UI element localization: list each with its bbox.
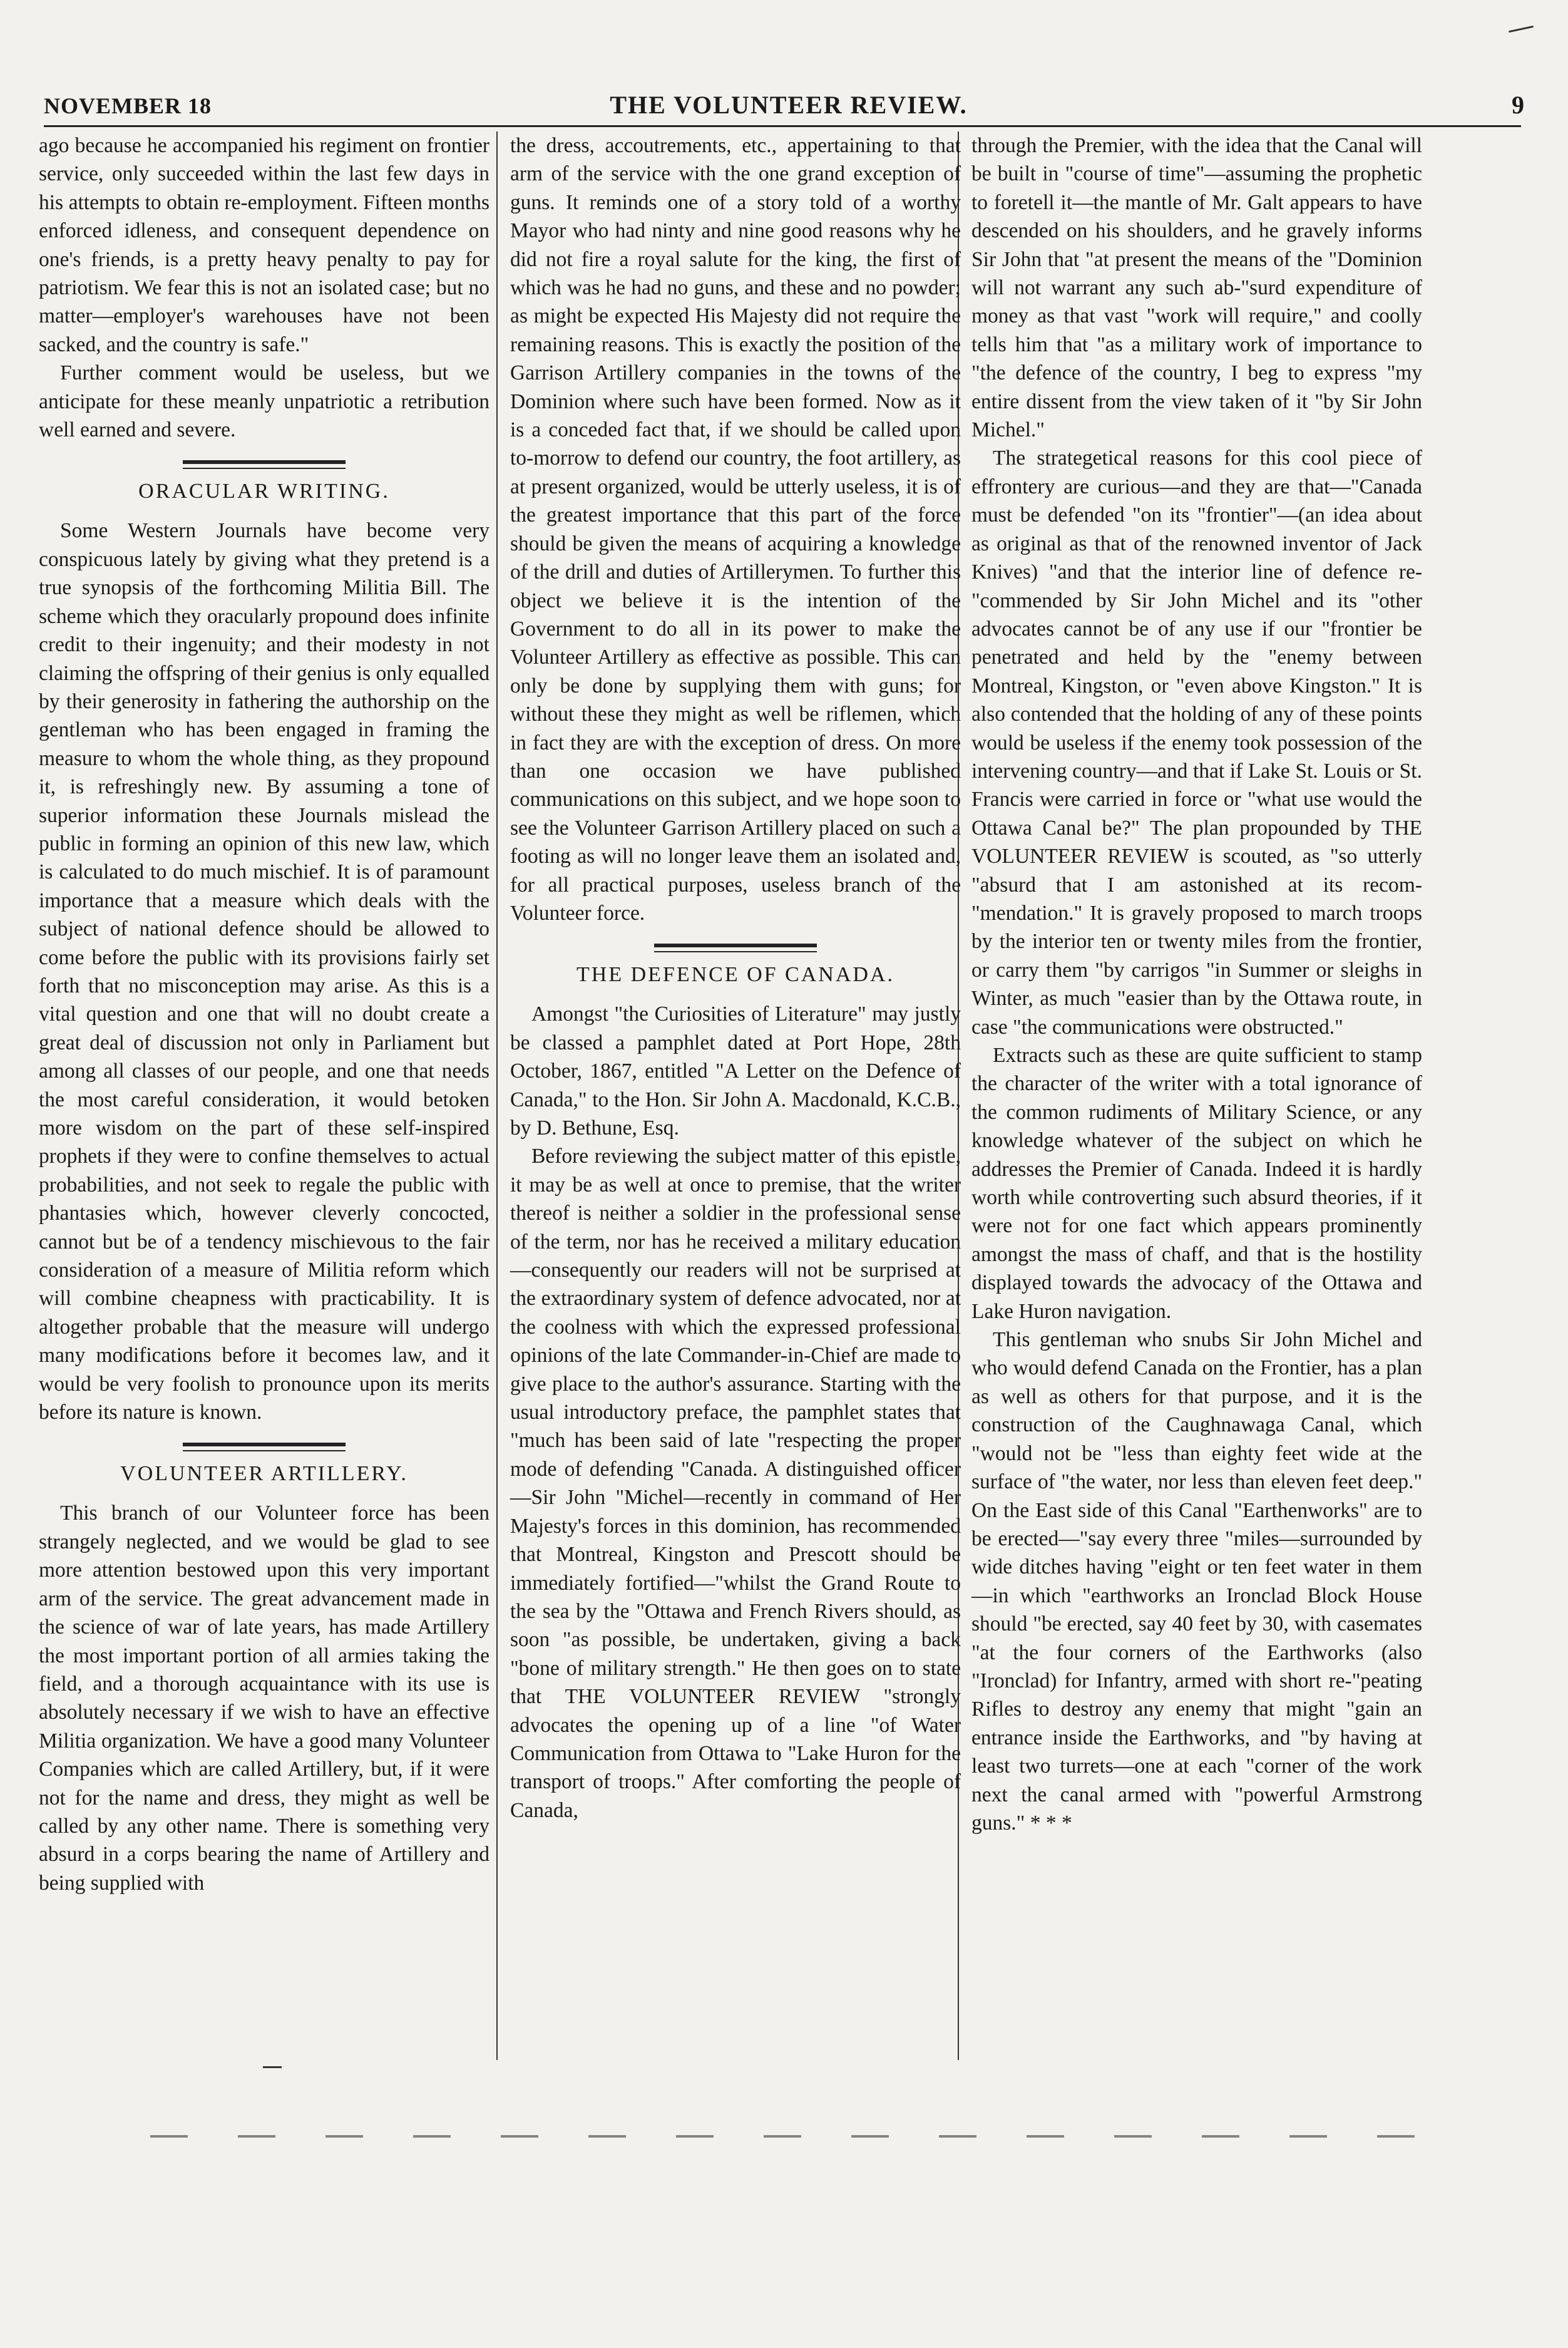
section-heading-oracular-writing: ORACULAR WRITING.	[138, 480, 390, 503]
column-rule	[496, 131, 498, 2060]
article-paragraph: This branch of our Volunteer force has been strangely neglected, and we would be glad to see more attention bestowed upon this very important arm of the service. The great advancement made in the science of war of late years, has made Artillery the most important portion of all armies taking the field, and a thorough acquaintance with its use is absolutely necessary if we wish to have an effective Militia organization. We have a good many Volunteer Companies which are called Artillery, but, if it were not for the name and dress, they might as well be called by any other name. There is something very absurd in a corps bearing the name of Artillery and being supplied with	[39, 1501, 489, 1895]
article-paragraph: Some Western Journals have become very conspicuous lately by giving what they pretend is a true synopsis of the forthcoming Militia Bill. The scheme which they oracularly propound does infinite credit to their ingenuity; and their modesty in not claiming the offspring of their genius is only equalled by their generosity in fathering the authorship on the gentleman who has been engaged in framing the measure to whom the whole thing, as they propound it, is refreshingly new. By assuming a tone of superior information these Journals mislead the public in forming an opinion of this new law, which is calculated to do much mischief. It is of paramount importance that a measure which deals with the subject of national defence should be allowed to come before the public with its provisions fairly set forth that no misconception may arise. As this is a vital question and one that will no doubt create a great deal of discussion not only in Parliament but among all classes of our people, and one that needs the most careful consideration, it would betoken more wisdom on the part of these self-inspired prophets if they were to confine themselves to actual probabilities, and not seek to regale the public with phantasies which, however cleverly concocted, cannot but be of a tendency mischievous to the fair consideration of a measure of Militia reform which will combine cheapness with practicability. It is altogether probable that the measure will undergo many modifications before it becomes law, and it would be very foolish to pronounce upon its merits before its nature is known.	[39, 519, 489, 1424]
section-separator	[183, 460, 346, 469]
masthead-title: THE VOLUNTEER REVIEW.	[610, 91, 968, 119]
column-3	[971, 131, 1422, 1837]
article-paragraph: through the Premier, with the idea that the Canal will be built in "course of time"—assuming the prophetic to foretell it—the mantle of Mr. Galt appears to have descended on his shoulders, and he gravely informs Sir John that "at present the means of the "Dominion will not warrant any such ab-"surd expenditure of money as that vast "work will require," and coolly tells him that "as a military work of importance to "the defence of the country, I beg to express "my entire dissent from the view taken of it "by Sir John Michel."	[971, 134, 1422, 442]
bottom-scan-marks	[150, 2135, 1433, 2138]
issue-date: NOVEMBER 18	[44, 93, 212, 118]
column-end-dash	[263, 2066, 282, 2068]
ink-mark	[1509, 26, 1534, 33]
article-paragraph: Extracts such as these are quite sufficient to stamp the character of the writer with a total ignorance of the common rudiments of Military Science, or any knowledge whatever of the subject on which he addresses the Premier of Canada. Indeed it is hardly worth while controverting such absurd theories, if it were not for one fact which appears prominently amongst the mass of chaff, and that is the hostility displayed towards the advocacy of the Ottawa and Lake Huron navigation.	[971, 1044, 1422, 1323]
article-paragraph: Further comment would be useless, but we anticipate for these meanly unpatriotic a retribution well earned and severe.	[39, 361, 489, 442]
article-paragraph: The strategetical reasons for this cool piece of effrontery are curious—and they are that—"Canada must be defended "on its "frontier"—(an idea about as original as that of the renowned inventor of Jack Knives) "and that the interior line of defence re-"commended by Sir John Michel and its "other advocates cannot be of any use if our "frontier be penetrated and held by the "enemy between Montreal, Kingston, or "even above Kingston." It is also contended that the holding of any of these points would be useless if the enemy took possession of the intervening country—and that if Lake St. Louis or St. Francis were carried in force or "what use would the Ottawa Canal be?" The plan propounded by THE VOLUNTEER REVIEW is scouted, as "so utterly "absurd that I am astonished at its recom-"mendation." It is gravely proposed to march troops by the interior ten or twenty miles from the frontier, or carry them "by carrigos "in Summer or sleighs in Winter, as much "easier than by the Ottawa route, in case "the communications were obstructed."	[971, 446, 1422, 1039]
section-separator	[183, 1443, 346, 1451]
column-2	[510, 131, 961, 1825]
column-1	[39, 131, 489, 1897]
section-heading-volunteer-artillery: VOLUNTEER ARTILLERY.	[120, 1462, 408, 1486]
running-head	[44, 88, 1534, 125]
section-heading-defence-of-canada: THE DEFENCE OF CANADA.	[576, 963, 894, 987]
article-paragraph: This gentleman who snubs Sir John Michel and who would defend Canada on the Frontier, has a plan as well as others for that purpose, and it is the construction of the Caughnawaga Canal, which "would not be "less than eighty feet wide at the surface of "the water, nor less than eleven feet deep." On the East side of this Canal "Earthenworks" are to be erected—"say every three "miles—surrounded by wide ditches having "eight or ten feet water in them—in which "earthworks an Ironclad Block House should "be erected, say 40 feet by 30, with casemates "at the four corners of the Earthworks (also "Ironclad) for Infantry, armed with short re-"peating Rifles to destroy any enemy that might "gain an entrance inside the Earthworks, and "by having at least two turrets—one at each "corner of the work next the canal armed with "powerful Armstrong guns." * * *	[971, 1328, 1422, 1835]
page-number: 9	[1512, 91, 1524, 119]
section-separator	[654, 944, 817, 952]
article-paragraph: Before reviewing the subject matter of this epistle, it may be as well at once to premise, that the writer thereof is neither a soldier in the professional sense of the term, nor has he received a military education—consequently our readers will not be surprised at the extraordinary system of defence advocated, nor at the coolness with which the expressed professional opinions of the late Commander-in-Chief are made to give place to the author's assurance. Starting with the usual introductory preface, the pamphlet states that "much has been said of late "respecting the proper mode of defending "Canada. A distinguished officer—Sir John "Michel—recently in command of Her Majesty's forces in this dominion, has recommended that Montreal, Kingston and Prescott should be immediately fortified—"whilst the Grand Route to the sea by the "Ottawa and French Rivers should, as soon "as possible, be undertaken, giving a back "bone of military strength." He then goes on to state that THE VOLUNTEER REVIEW "strongly advocates the opening up of a line "of Water Communication from Ottawa to "Lake Huron for the transport of troops." After comforting the people of Canada,	[510, 1145, 961, 1822]
article-paragraph: ago because he accompanied his regiment on frontier service, only succeeded within the last few days in his attempts to obtain re-employment. Fifteen months enforced idleness, and consequent dependence on one's friends, is a pretty heavy penalty to pay for patriotism. We fear this is not an isolated case; but no matter—employer's warehouses have not been sacked, and the country is safe."	[39, 134, 489, 356]
header-rule	[44, 125, 1521, 127]
article-paragraph: Amongst "the Curiosities of Literature" may justly be classed a pamphlet dated at Port Hope, 28th October, 1867, entitled "A Letter on the Defence of Canada," to the Hon. Sir John A. Macdonald, K.C.B., by D. Bethune, Esq.	[510, 1002, 961, 1140]
article-paragraph: the dress, accoutrements, etc., appertaining to that arm of the service with the one grand exception of guns. It reminds one of a story told of a worthy Mayor who had ninty and nine good reasons why he did not fire a royal salute for the king, the first of which was he had no guns, and these and no powder; as might be expected His Majesty did not require the remaining reasons. This is exactly the position of the Garrison Artillery companies in the towns of the Dominion where such have been formed. Now as it is a conceded fact that, if we should be called upon to-morrow to defend our country, the foot artillery, as at present organized, would be utterly useless, it is of the greatest importance that this part of the force should be given the means of acquiring a knowledge of the drill and duties of Artillerymen. To further this object we believe it is the intention of the Government to do all in its power to make the Volunteer Artillery as effective as possible. This can only be done by supplying them with guns; for without these they might as well be riflemen, which in fact they are with the exception of dress. On more than one occasion we have published communications on this subject, and we hope soon to see the Volunteer Garrison Artillery placed on such a footing as will no longer leave them an isolated and, for all practical purposes, useless branch of the Volunteer force.	[510, 134, 961, 925]
